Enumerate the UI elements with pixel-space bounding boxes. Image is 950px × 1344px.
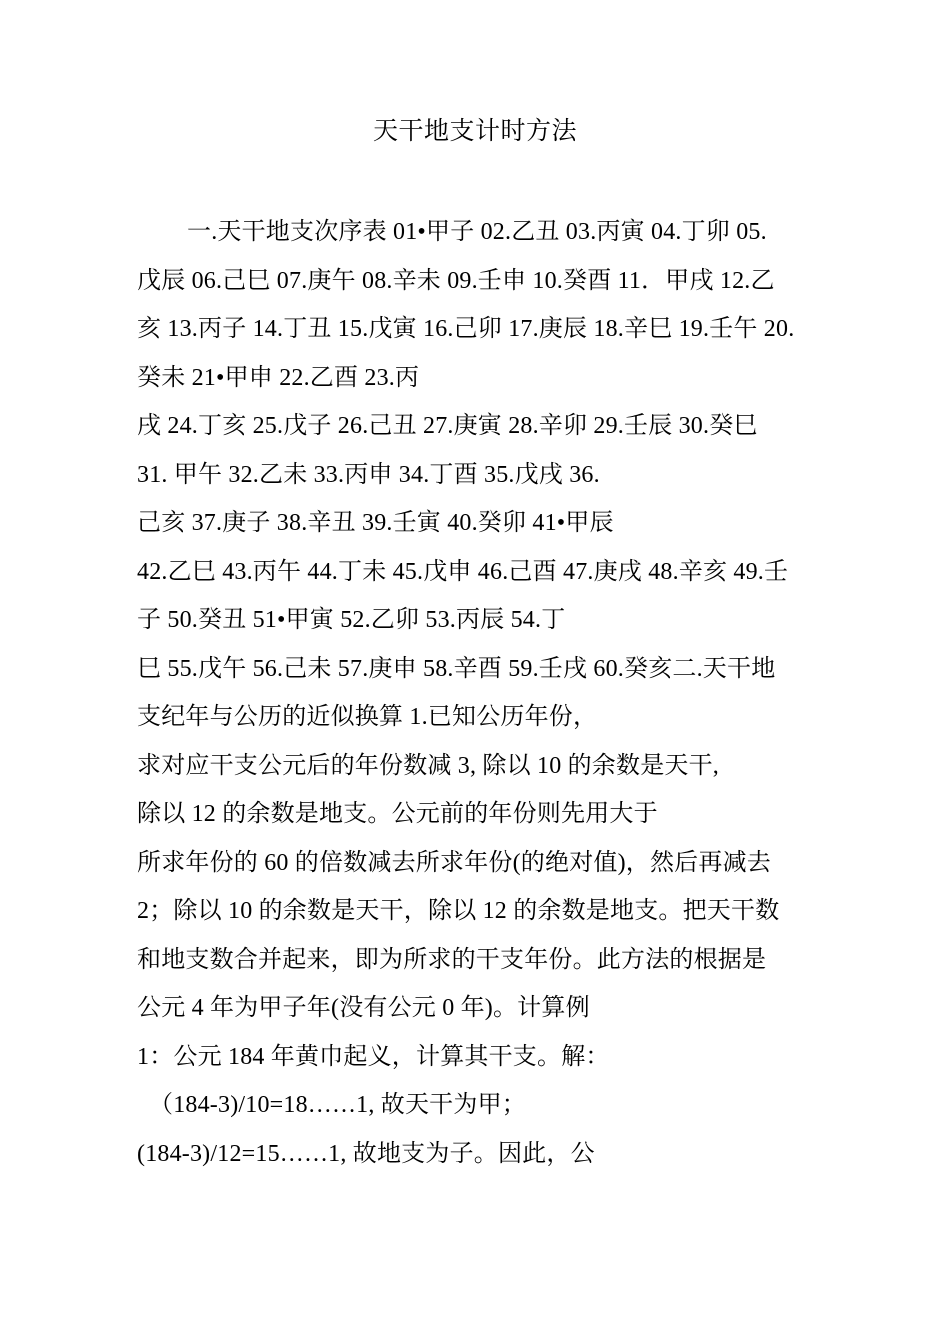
document-body <box>137 208 837 1178</box>
body-line: 求对应干支公元后的年份数减 3, 除以 10 的余数是天干, <box>137 752 719 779</box>
body-line: （184-3)/10=18……1, 故天干为甲； <box>149 1092 526 1118</box>
document-title: 天干地支计时方法 <box>372 118 577 145</box>
body-line: 除以 12 的余数是地支。公元前的年份则先用大于 <box>137 801 658 827</box>
body-line: 31. 甲午 32.乙未 33.丙申 34.丁酉 35.戊戌 36. <box>137 461 600 488</box>
body-line: 子 50.癸丑 51•甲寅 52.乙卯 53.丙辰 54.丁 <box>137 607 566 633</box>
body-line: 亥 13.丙子 14.丁丑 15.戊寅 16.己卯 17.庚辰 18.辛巳 19.壬午 20. <box>137 316 795 342</box>
body-line: 公元 4 年为甲子年(没有公元 0 年)。计算例 <box>137 995 590 1021</box>
body-line: 42.乙巳 43.丙午 44.丁未 45.戊申 46.己酉 47.庚戌 48.辛亥 49.壬 <box>137 558 789 585</box>
body-line: 戌 24.丁亥 25.戊子 26.己丑 27.庚寅 28.辛卯 29.壬辰 30.癸巳 <box>137 413 758 439</box>
body-line: 戊辰 06.己巳 07.庚午 08.辛未 09.壬申 10.癸酉 11．甲戌 12.乙 <box>137 267 775 294</box>
body-line: 一.天干地支次序表 01•甲子 02.乙丑 03.丙寅 04.丁卯 05. <box>187 219 767 245</box>
body-line: 支纪年与公历的近似换算 1.已知公历年份， <box>137 704 598 730</box>
body-line: 2；除以 10 的余数是天干，除以 12 的余数是地支。把天干数 <box>137 898 780 924</box>
body-line: 和地支数合并起来，即为所求的干支年份。此方法的根据是 <box>137 946 767 973</box>
body-line: 巳 55.戊午 56.己未 57.庚申 58.辛酉 59.壬戌 60.癸亥二.天干地 <box>137 655 776 682</box>
body-line: 己亥 37.庚子 38.辛丑 39.壬寅 40.癸卯 41•甲辰 <box>137 510 614 536</box>
body-line: 所求年份的 60 的倍数减去所求年份(的绝对值)，然后再减去 <box>137 849 771 876</box>
body-line: (184-3)/12=15……1, 故地支为子。因此，公 <box>137 1140 595 1167</box>
body-line: 1：公元 184 年黄巾起义，计算其干支。解： <box>137 1043 610 1070</box>
body-line: 癸未 21•甲申 22.乙酉 23.丙 <box>137 364 420 391</box>
